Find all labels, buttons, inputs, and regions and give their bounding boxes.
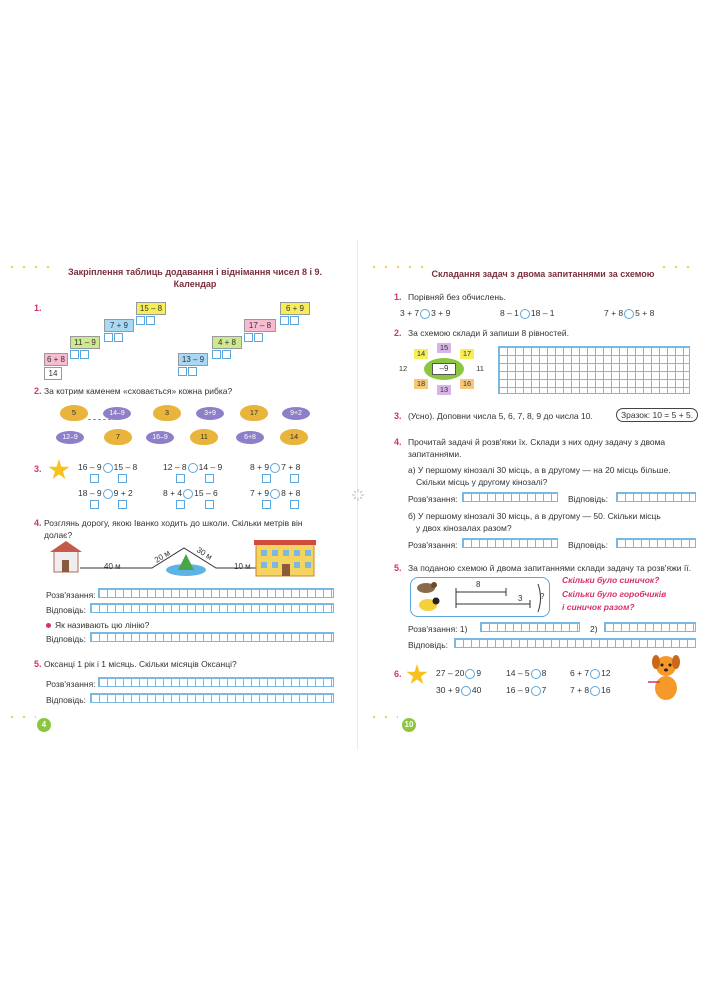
step: 17 – 8 [244, 319, 276, 332]
answer-box[interactable] [262, 474, 271, 483]
stone: 14 [280, 429, 308, 445]
step: 7 + 9 [104, 319, 134, 332]
scheme-number: 13 [437, 385, 451, 395]
page-number: 10 [402, 718, 416, 732]
answer-box[interactable] [70, 350, 79, 359]
expression: 8 – 1 [500, 308, 519, 318]
dog-eye [661, 664, 664, 667]
exercise-text: (Усно). Доповни числа 5, 6, 7, 8, 9 до числа 10. [408, 411, 593, 421]
expression: 18 – 9 [78, 488, 102, 498]
question-1: Скільки було синичок? [562, 575, 660, 585]
fish: 3+9 [196, 407, 224, 420]
expression: 14 – 9 [198, 462, 223, 472]
exercise-number: 5. [394, 563, 402, 573]
solution-grid[interactable] [98, 588, 334, 598]
house-roof [50, 541, 82, 552]
expr-row [506, 668, 546, 679]
stone: 5 [60, 405, 88, 421]
answer-grid[interactable] [616, 538, 696, 548]
scheme-number: 11 [476, 364, 484, 373]
expression: 16 [601, 685, 611, 695]
expr-row [436, 685, 481, 696]
first-answer: 14 [44, 367, 62, 380]
compare-circle[interactable] [531, 669, 541, 679]
exercise-number: 1. [34, 303, 42, 313]
segment-label: 8 [476, 580, 481, 589]
left-page [0, 0, 357, 1000]
distance-label: 30 м [194, 545, 214, 562]
school-roof [254, 540, 316, 545]
distance-label: 10 м [234, 562, 251, 571]
page-subtitle: Календар [173, 279, 217, 289]
question-text: Як називають цю лінію? [55, 620, 150, 630]
page-number: 4 [37, 718, 51, 732]
scheme-number: 16 [460, 379, 474, 389]
step: 15 – 8 [136, 302, 166, 315]
expression: 27 – 20 [436, 668, 465, 678]
exercise-text: За котрим каменем «сховається» кожна рибка? [44, 386, 233, 396]
solution-label: Розв'язання: [408, 494, 458, 504]
expression: 7 + 8 [570, 685, 590, 695]
scheme-number: 18 [414, 379, 428, 389]
expr-row [250, 488, 300, 499]
exercise-text: долає? [44, 530, 73, 540]
problem-b: б) У першому кінозалі 30 місць, а в другому — 50. Скільки місць [408, 511, 661, 521]
step: 6 + 8 [44, 353, 68, 366]
dog-ear [652, 655, 660, 669]
school-door [282, 564, 290, 576]
answer-grid[interactable] [90, 603, 334, 613]
expression: 9 + 2 [113, 488, 133, 498]
answer-grid[interactable] [454, 638, 696, 648]
answer-label: Відповідь: [46, 605, 87, 615]
segment-scheme [450, 582, 544, 614]
fish: 14–9 [103, 407, 131, 420]
answer-box[interactable] [290, 316, 299, 325]
answer-label: Відповідь: [408, 640, 449, 650]
exercise-text: Порівняй без обчислень. [408, 292, 506, 302]
fish: 9+2 [282, 407, 310, 420]
expression: 12 – 8 [163, 462, 187, 472]
expr-row [78, 488, 133, 499]
expression: 7 + 8 [604, 308, 624, 318]
answer-box[interactable] [212, 350, 221, 359]
equations-grid[interactable] [498, 346, 690, 394]
exercise-number: 5. [34, 659, 42, 669]
expr-row [570, 668, 611, 679]
fish: 16–9 [146, 431, 174, 444]
compare-circle[interactable] [590, 669, 600, 679]
dots-decoration [368, 716, 398, 718]
expr-row [163, 488, 218, 499]
exercise-number: 4. [394, 437, 402, 447]
expression: 40 [471, 685, 482, 695]
dog-illustration [646, 652, 686, 704]
sparrow-head [431, 582, 437, 588]
dots-decoration [6, 716, 36, 718]
expression: 14 – 5 [506, 668, 530, 678]
answer-box[interactable] [176, 500, 185, 509]
expression: 30 + 9 [436, 685, 460, 695]
tit-head [433, 598, 440, 605]
solution-label: Розв'язання: [46, 590, 96, 600]
step: 6 + 9 [280, 302, 310, 315]
dots-decoration [658, 266, 698, 268]
scheme-number: 15 [437, 343, 451, 353]
expression: 9 [476, 668, 482, 678]
dog-body [655, 676, 677, 700]
exercise-text: За схемою склади й запиши 8 рівностей. [408, 328, 570, 338]
expr-row [570, 685, 611, 696]
exercise-number: 6. [394, 669, 402, 679]
distance-label: 20 м [152, 548, 172, 565]
solution-grid[interactable] [480, 622, 580, 632]
answer-box[interactable] [146, 316, 155, 325]
expression: 3 + 7 [400, 308, 420, 318]
answer-box[interactable] [290, 500, 299, 509]
expression: 6 + 7 [570, 668, 590, 678]
scheme-center: –9 [432, 363, 456, 375]
solution-grid[interactable] [604, 622, 696, 632]
solution-label: Розв'язання: 1) [408, 624, 468, 634]
answer-box[interactable] [205, 500, 214, 509]
compare-circle[interactable] [103, 463, 113, 473]
compare-circle[interactable] [420, 309, 430, 319]
tree [178, 554, 194, 570]
house-door [62, 560, 69, 572]
fish: 6+8 [236, 431, 264, 444]
question-3: і синичок разом? [562, 602, 635, 612]
solution-grid[interactable] [462, 538, 558, 548]
exercise-number: 3. [34, 464, 42, 474]
stone: 17 [240, 405, 268, 421]
stone: 11 [190, 429, 218, 445]
star-icon [48, 459, 70, 481]
answer-grid[interactable] [90, 632, 334, 642]
road-illustration [44, 540, 319, 580]
sample-badge: Зразок: 10 = 5 + 5. [616, 408, 698, 422]
exercise-text: запитаннями. [408, 449, 462, 459]
step: 4 + 8 [212, 336, 242, 349]
expression: 16 – 9 [78, 462, 102, 472]
answer-label: Відповідь: [46, 695, 87, 705]
answer-label: Відповідь: [46, 634, 87, 644]
answer-box[interactable] [290, 474, 299, 483]
problem-b: у двох кінозалах разом? [416, 523, 512, 533]
exercise-number: 1. [394, 292, 402, 302]
expr-row [250, 462, 300, 473]
answer-box[interactable] [136, 316, 145, 325]
dog-ear [672, 655, 680, 669]
compare-circle[interactable] [461, 686, 471, 696]
page-title: Закріплення таблиць додавання і віднімання чисел 8 і 9. [67, 267, 323, 277]
answer-box[interactable] [90, 474, 99, 483]
compare-circle[interactable] [103, 489, 113, 499]
exercise-text: Оксанці 1 рік і 1 місяць. Скільки місяців Оксанці? [44, 659, 237, 669]
exercise-number: 4. [34, 518, 42, 528]
expression: 15 – 6 [194, 488, 218, 498]
expression: 8 + 4 [163, 488, 183, 498]
exercise-number: 2. [394, 328, 402, 338]
expression: 8 + 8 [281, 488, 301, 498]
compare-row [604, 308, 654, 319]
exercise-text: Розглянь дорогу, якою Іванко ходить до школи. Скільки метрів він [44, 518, 303, 528]
expression: 16 – 9 [506, 685, 530, 695]
compare-circle[interactable] [624, 309, 634, 319]
compare-circle[interactable] [270, 463, 280, 473]
expression: 7 + 8 [281, 462, 301, 472]
expression: 7 [541, 685, 547, 695]
exercise-number: 3. [394, 411, 402, 421]
answer-box[interactable] [80, 350, 89, 359]
answer-box[interactable] [205, 474, 214, 483]
expression: 5 + 8 [635, 308, 655, 318]
problem-a: Скільки місць у другому кінозалі? [416, 477, 548, 487]
expression: 18 – 1 [530, 308, 555, 318]
compare-circle[interactable] [188, 463, 198, 473]
exercise-number: 2. [34, 386, 42, 396]
stone: 7 [104, 429, 132, 445]
compare-circle[interactable] [270, 489, 280, 499]
answer-box[interactable] [118, 500, 127, 509]
compare-row [500, 308, 555, 319]
answer-box[interactable] [176, 474, 185, 483]
compare-row [400, 308, 450, 319]
answer-box[interactable] [222, 350, 231, 359]
right-page [358, 0, 720, 1000]
segment-label: 3 [518, 594, 523, 603]
compare-circle[interactable] [531, 686, 541, 696]
expression: 3 + 9 [431, 308, 451, 318]
answer-box[interactable] [114, 333, 123, 342]
answer-label: Відповідь: [568, 540, 609, 550]
answer-box[interactable] [280, 316, 289, 325]
answer-box[interactable] [262, 500, 271, 509]
dashed-link [88, 419, 116, 420]
answer-grid[interactable] [90, 693, 334, 703]
solution-grid[interactable] [98, 677, 334, 687]
compare-circle[interactable] [520, 309, 530, 319]
answer-box[interactable] [118, 474, 127, 483]
compare-circle[interactable] [590, 686, 600, 696]
step: 13 – 9 [178, 353, 208, 366]
expr-row [436, 668, 481, 679]
scheme-number: 14 [414, 349, 428, 359]
answer-label: Відповідь: [568, 494, 609, 504]
dots-decoration [6, 266, 56, 268]
answer-grid[interactable] [616, 492, 696, 502]
expr-row [163, 462, 222, 473]
stone: 3 [153, 405, 181, 421]
compare-circle[interactable] [183, 489, 193, 499]
solution-label: Розв'язання: [46, 679, 96, 689]
solution-grid[interactable] [462, 492, 558, 502]
answer-box[interactable] [104, 333, 113, 342]
fish: 12–9 [56, 431, 84, 444]
page-title: Складання задач з двома запитаннями за схемою [431, 269, 655, 279]
expr-row [78, 462, 137, 473]
expression: 12 [601, 668, 611, 678]
star-icon [406, 664, 428, 686]
question-2: Скільки було горобчиків [562, 589, 667, 599]
exercise-text: Прочитай задачі й розв'яжи їх. Склади з них одну задачу з двома [408, 437, 666, 447]
answer-box[interactable] [178, 367, 187, 376]
bullet-icon [46, 623, 51, 628]
problem-a: а) У першому кінозалі 30 місць, а в другому — на 20 місць більше. [408, 465, 671, 475]
expression: 8 + 9 [250, 462, 270, 472]
dog-eye [669, 664, 672, 667]
distance-label: 40 м [104, 562, 121, 571]
dots-decoration [368, 266, 428, 268]
expression: 15 – 8 [113, 462, 138, 472]
exercise-text: За поданою схемою й двома запитаннями склади задачу та розв'яжи її. [408, 563, 691, 573]
question-mark: ? [540, 592, 545, 601]
expression: 8 [541, 668, 547, 678]
answer-box[interactable] [244, 333, 253, 342]
answer-box[interactable] [90, 500, 99, 509]
solution-label: Розв'язання: [408, 540, 458, 550]
scheme-number: 17 [460, 349, 474, 359]
birds-illustration [414, 580, 444, 614]
solution-label: 2) [590, 624, 598, 634]
step: 11 – 9 [70, 336, 100, 349]
scheme-number: 12 [398, 364, 408, 373]
compare-circle[interactable] [465, 669, 475, 679]
answer-box[interactable] [254, 333, 263, 342]
expression: 7 + 9 [250, 488, 270, 498]
answer-box[interactable] [188, 367, 197, 376]
dog-nose [664, 669, 668, 672]
expr-row [506, 685, 546, 696]
